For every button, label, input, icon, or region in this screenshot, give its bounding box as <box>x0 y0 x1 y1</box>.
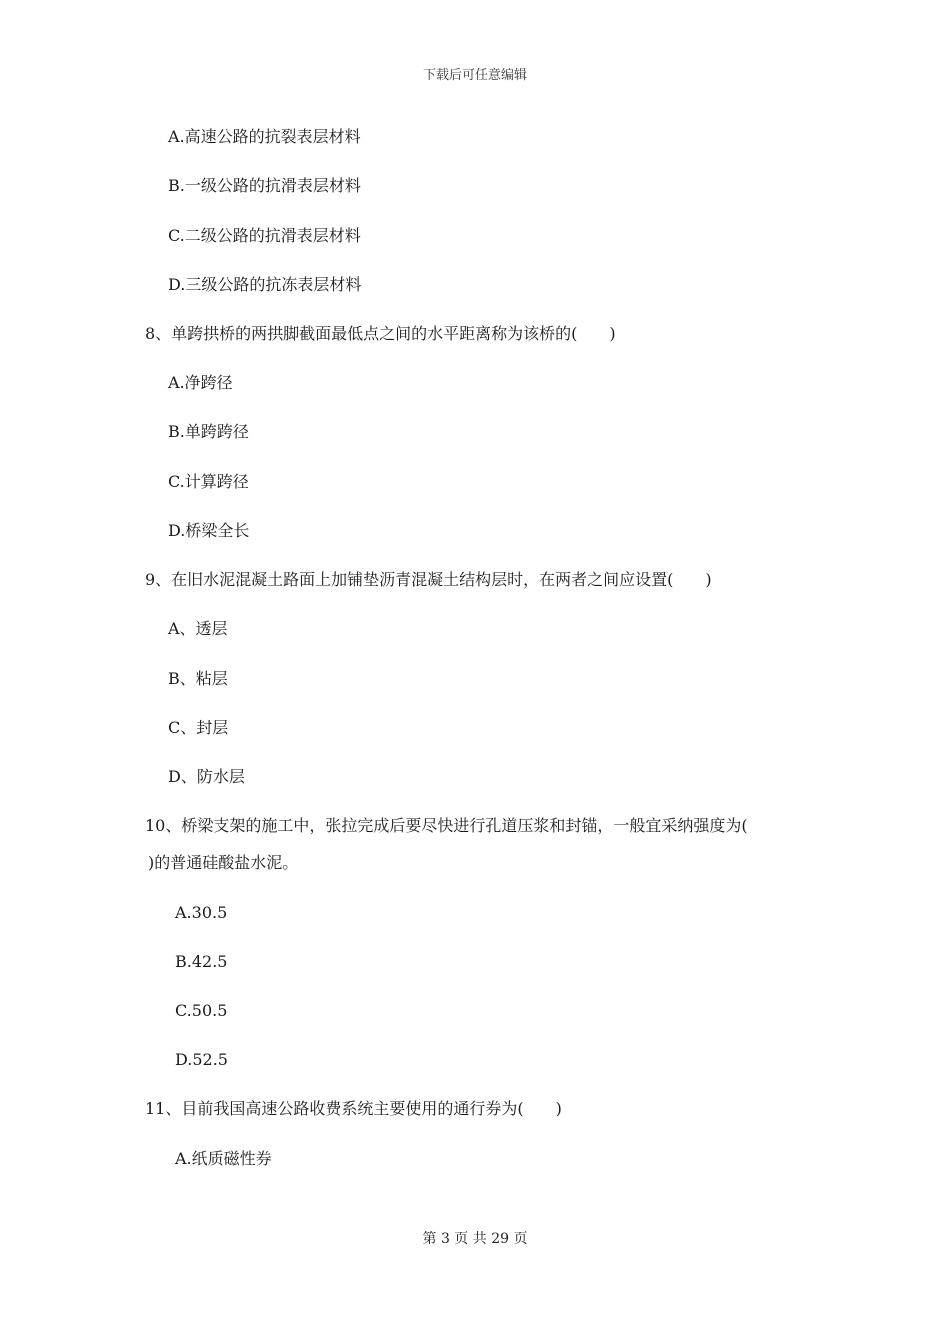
q8-option-d: D.桥梁全长 <box>168 521 250 540</box>
q10-option-c: C.50.5 <box>175 1001 228 1020</box>
q7-option-d: D.三级公路的抗冻表层材料 <box>168 275 362 294</box>
q9-stem: 9、在旧水泥混凝土路面上加铺垫沥青混凝土结构层时，在两者之间应设置( ) <box>145 570 712 589</box>
q9-option-a: A、透层 <box>168 619 228 638</box>
q9-option-b: B、粘层 <box>168 669 228 688</box>
q9-option-d: D、防水层 <box>168 767 245 786</box>
q8-stem: 8、单跨拱桥的两拱脚截面最低点之间的水平距离称为该桥的( ) <box>145 324 616 343</box>
q8-option-c: C.计算跨径 <box>168 472 249 491</box>
q10-option-d: D.52.5 <box>175 1050 228 1069</box>
q11-option-a: A.纸质磁性券 <box>175 1149 272 1168</box>
page-header: 下载后可任意编辑 <box>422 68 527 83</box>
q8-option-b: B.单跨跨径 <box>168 422 249 441</box>
q10-option-b: B.42.5 <box>175 952 228 971</box>
q10-stem-line1: 10、桥梁支架的施工中，张拉完成后要尽快进行孔道压浆和封锚，一般宜采纳强度为( <box>145 816 748 835</box>
q7-option-a: A.高速公路的抗裂表层材料 <box>168 127 361 146</box>
q9-option-c: C、封层 <box>168 718 229 737</box>
q10-option-a: A.30.5 <box>175 903 228 922</box>
q7-option-c: C.二级公路的抗滑表层材料 <box>168 226 361 245</box>
q10-stem-line2: )的普通硅酸盐水泥。 <box>148 853 299 872</box>
q11-stem: 11、目前我国高速公路收费系统主要使用的通行券为( ) <box>145 1099 562 1118</box>
q8-option-a: A.净跨径 <box>168 373 233 392</box>
page-footer: 第 3 页 共 29 页 <box>422 1231 528 1247</box>
q7-option-b: B.一级公路的抗滑表层材料 <box>168 176 361 195</box>
